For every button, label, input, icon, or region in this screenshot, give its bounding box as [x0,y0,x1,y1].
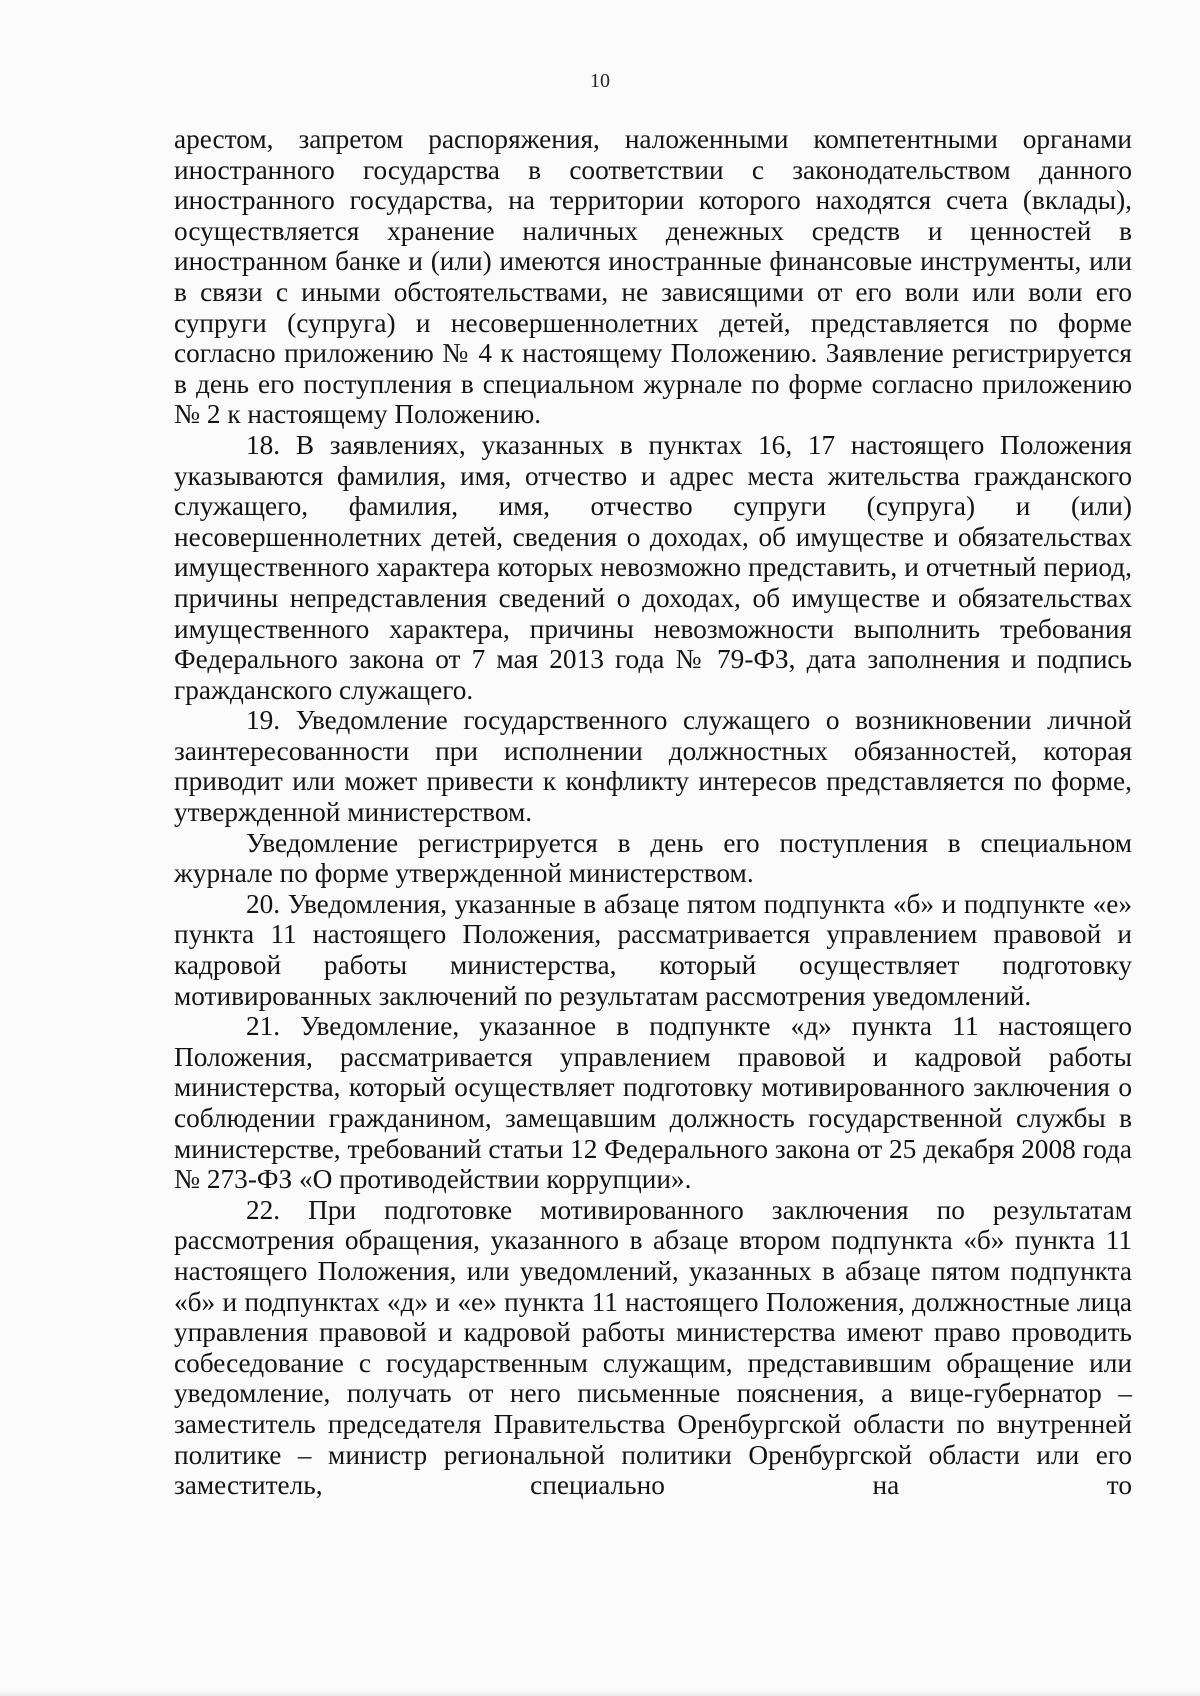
paragraph: 20. Уведомления, указанные в абзаце пятом подпункта «б» и подпункте «е» пункта 11 настоящего Положения, рассматривается управлением правовой и кадровой работы министерства, который осуществляет подготовку мотивированных заключений по результатам рассмотрения уведомлений. [174,888,1132,1011]
paragraph: 18. В заявлениях, указанных в пунктах 16, 17 настоящего Положения указываются фамилия, имя, отчество и адрес места жительства гражданского служащего, фамилия, имя, отчество супруги (супруга) и (или) несовершеннолетних детей, сведения о доходах, об имуществе и обязательствах имущественного характера которых невозможно представить, и отчетный период, причины непредставления сведений о доходах, об имуществе и обязательствах имущественного характера, причины невозможности выполнить требования Федерального закона от 7 мая 2013 года № 79-ФЗ, дата заполнения и подпись гражданского служащего. [174,429,1132,705]
paragraph: 19. Уведомление государственного служащего о возникновении личной заинтересованности при исполнении должностных обязанностей, которая приводит или может привести к конфликту интересов представляется по форме, утвержденной министерством. [174,705,1132,828]
paragraph: 22. При подготовке мотивированного заключения по результатам рассмотрения обращения, указанного в абзаце втором подпункта «б» пункта 11 настоящего Положения, или уведомлений, указанных в абзаце пятом подпункта «б» и подпунктах «д» и «е» пункта 11 настоящего Положения, должностные лица управления правовой и кадровой работы министерства имеют право проводить собеседование с государственным служащим, представившим обращение или уведомление, получать от него письменные пояснения, а вице-губернатор – заместитель председателя Правительства Оренбургской области по внутренней политике – министр региональной политики Оренбургской области или его заместитель, специально на то [174,1194,1132,1501]
page-number: 10 [590,70,610,92]
scan-edge [0,1690,1200,1696]
body-text [174,124,1132,1501]
paragraph: Уведомление регистрируется в день его поступления в специальном журнале по форме утвержденной министерством. [174,827,1132,889]
paragraph: 21. Уведомление, указанное в подпункте «д» пункта 11 настоящего Положения, рассматривается управлением правовой и кадровой работы министерства, который осуществляет подготовку мотивированного заключения о соблюдении гражданином, замещавшим должность государственной службы в министерстве, требований статьи 12 Федерального закона от 25 декабря 2008 года № 273-ФЗ «О противодействии коррупции». [174,1011,1132,1195]
paragraph: арестом, запретом распоряжения, наложенными компетентными органами иностранного государства в соответствии с законодательством данного иностранного государства, на территории которого находятся счета (вклады), осуществляется хранение наличных денежных средств и ценностей в иностранном банке и (или) имеются иностранные финансовые инструменты, или в связи с иными обстоятельствами, не зависящими от его воли или воли его супруги (супруга) и несовершеннолетних детей, представляется по форме согласно приложению № 4 к настоящему Положению. Заявление регистрируется в день его поступления в специальном журнале по форме согласно приложению № 2 к настоящему Положению. [174,124,1132,430]
